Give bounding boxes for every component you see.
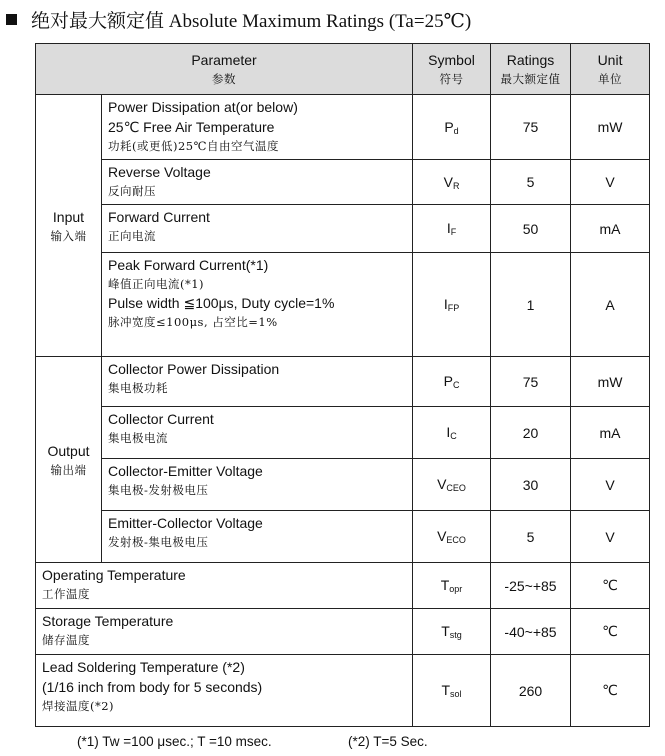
symbol-base: T	[440, 577, 450, 593]
symbol-subscript: R	[452, 180, 460, 191]
symbol-base: P	[444, 118, 454, 135]
parameter-text: 25℃ Free Air Temperature	[108, 119, 275, 135]
parameter-text-cn: 集电极功耗	[108, 381, 168, 395]
symbol-subscript: ECO	[446, 535, 466, 545]
parameter-text-cn: 焊接温度(*2)	[42, 699, 115, 713]
parameter-text-cn: 峰值正向电流(*1)	[108, 277, 205, 291]
title-text: 绝对最大额定值 Absolute Maximum Ratings (Ta=25℃)	[31, 10, 472, 32]
symbol-cell	[413, 459, 491, 511]
symbol-base: I	[446, 424, 451, 440]
group-label-en: Input	[52, 208, 85, 225]
unit-cell: V	[571, 459, 650, 511]
unit-cell: V	[571, 511, 650, 563]
parameter-text: Collector Current	[108, 411, 214, 427]
header-symbol	[413, 44, 491, 95]
rating-cell: 50	[491, 205, 571, 253]
parameter-cell	[102, 407, 413, 459]
header-ratings	[491, 44, 571, 95]
symbol-subscript: sol	[450, 689, 462, 699]
symbol-cell	[413, 253, 491, 357]
rating-cell: -40~+85	[491, 609, 571, 655]
parameter-text: Reverse Voltage	[108, 164, 211, 180]
parameter-cell	[36, 609, 413, 655]
parameter-cell	[36, 563, 413, 609]
group-input	[36, 95, 102, 357]
symbol-cell	[413, 95, 491, 160]
parameter-text: Collector-Emitter Voltage	[108, 463, 263, 479]
parameter-text-cn: 储存温度	[42, 633, 90, 647]
table-row	[36, 609, 650, 655]
symbol-subscript: stg	[449, 630, 462, 640]
symbol-base: I	[446, 220, 451, 236]
rating-cell: 1	[491, 253, 571, 357]
table-row	[36, 357, 650, 407]
symbol-cell	[413, 357, 491, 407]
symbol-subscript: C	[452, 380, 460, 390]
symbol-cell	[413, 609, 491, 655]
ratings-table	[35, 43, 650, 727]
parameter-text: Emitter-Collector Voltage	[108, 515, 263, 531]
unit-cell: ℃	[571, 655, 650, 727]
header-unit-cn: 单位	[598, 72, 623, 86]
parameter-text: Peak Forward Current(*1)	[108, 257, 269, 273]
unit-cell: ℃	[571, 609, 650, 655]
table-row	[36, 205, 650, 253]
table-row	[36, 407, 650, 459]
ratings-table-body	[36, 95, 650, 727]
header-unit-en: Unit	[597, 52, 623, 68]
parameter-text-cn: 功耗(或更低)25℃自由空气温度	[108, 139, 279, 153]
parameter-text: Forward Current	[108, 209, 210, 225]
parameter-text-cn: 反向耐压	[108, 184, 156, 198]
table-row	[36, 459, 650, 511]
parameter-text-cn: 脉冲宽度≤100μs, 占空比=1%	[108, 315, 278, 329]
rating-cell: 30	[491, 459, 571, 511]
parameter-text: (1/16 inch from body for 5 seconds)	[42, 679, 263, 695]
parameter-cell	[102, 253, 413, 357]
table-row	[36, 655, 650, 727]
table-row	[36, 511, 650, 563]
table-row	[36, 95, 650, 160]
parameter-text: Lead Soldering Temperature (*2)	[42, 659, 245, 675]
table-row	[36, 563, 650, 609]
parameter-cell	[102, 160, 413, 205]
rating-cell: 260	[491, 655, 571, 727]
rating-cell: -25~+85	[491, 563, 571, 609]
group-label-cn: 输出端	[50, 462, 87, 477]
parameter-cell	[102, 511, 413, 563]
header-parameter-en: Parameter	[191, 52, 257, 68]
header-symbol-en: Symbol	[428, 52, 475, 68]
parameter-text-cn: 集电极电流	[108, 431, 168, 445]
unit-cell: A	[571, 253, 650, 357]
rating-cell: 75	[491, 95, 571, 160]
symbol-subscript: d	[453, 125, 459, 136]
footnote-2: (*2) T=5 Sec.	[348, 734, 428, 749]
header-parameter	[36, 44, 413, 95]
rating-cell: 5	[491, 160, 571, 205]
table-row	[36, 160, 650, 205]
symbol-subscript: C	[450, 431, 457, 441]
symbol-base: I	[443, 296, 448, 312]
header-unit	[571, 44, 650, 95]
parameter-text-cn: 工作温度	[42, 587, 90, 601]
footnote-1: (*1) Tw =100 μsec.; T =10 msec.	[77, 734, 272, 749]
parameter-text: Power Dissipation at(or below)	[108, 99, 298, 115]
symbol-cell	[413, 511, 491, 563]
symbol-base: V	[437, 476, 447, 492]
group-output	[36, 357, 102, 563]
symbol-cell	[413, 205, 491, 253]
parameter-text-cn: 正向电流	[108, 229, 156, 243]
rating-cell: 75	[491, 357, 571, 407]
symbol-subscript: CEO	[446, 483, 466, 493]
symbol-base: P	[443, 373, 453, 389]
unit-cell: mA	[571, 407, 650, 459]
parameter-cell	[102, 357, 413, 407]
parameter-cell	[102, 459, 413, 511]
page-title	[4, 4, 471, 34]
rating-cell: 20	[491, 407, 571, 459]
unit-cell: V	[571, 160, 650, 205]
parameter-text-cn: 集电极-发射极电压	[108, 483, 209, 497]
header-row	[36, 44, 650, 95]
symbol-base: V	[443, 173, 453, 190]
table-row	[36, 253, 650, 357]
parameter-text: Storage Temperature	[42, 613, 174, 629]
group-label-cn: 输入端	[50, 228, 87, 243]
unit-cell: ℃	[571, 563, 650, 609]
symbol-cell	[413, 407, 491, 459]
header-ratings-cn: 最大额定值	[500, 72, 561, 86]
symbol-base: T	[441, 682, 451, 698]
symbol-base: T	[441, 623, 450, 639]
parameter-cell	[102, 95, 413, 160]
parameter-text: Operating Temperature	[42, 567, 186, 583]
header-symbol-cn: 符号	[439, 72, 464, 86]
symbol-subscript: F	[450, 227, 457, 237]
parameter-text: Pulse width ≦100μs, Duty cycle=1%	[108, 295, 335, 311]
symbol-cell	[413, 655, 491, 727]
symbol-subscript: FP	[447, 303, 460, 313]
unit-cell: mW	[571, 95, 650, 160]
unit-cell: mW	[571, 357, 650, 407]
unit-cell: mA	[571, 205, 650, 253]
symbol-base: V	[437, 528, 447, 544]
header-ratings-en: Ratings	[506, 52, 555, 68]
parameter-cell	[36, 655, 413, 727]
symbol-subscript: opr	[449, 584, 463, 594]
parameter-cell	[102, 205, 413, 253]
group-label-en: Output	[47, 442, 90, 459]
header-parameter-cn: 参数	[212, 72, 236, 86]
symbol-cell	[413, 563, 491, 609]
parameter-text: Collector Power Dissipation	[108, 361, 280, 377]
rating-cell: 5	[491, 511, 571, 563]
parameter-text-cn: 发射极-集电极电压	[108, 535, 209, 549]
symbol-cell	[413, 160, 491, 205]
square-bullet-icon	[6, 14, 17, 25]
